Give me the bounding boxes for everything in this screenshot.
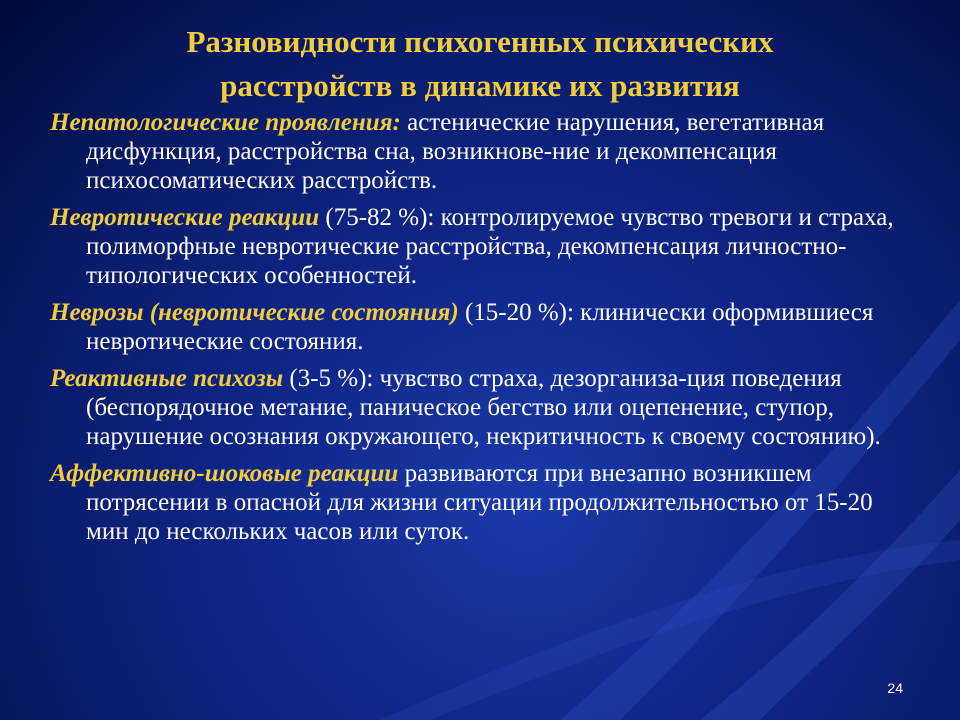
item-text: (3-5 %): чувство страха, дезорганиза-ция поведения (беспорядочное метание, паническое бегство или оцепенение, ступор, нарушение осознания окружающего, некритичность к своему состоянию). [86,365,881,450]
item-term: Невротические реакции [50,204,320,231]
item-text: астенические нарушения, вегетативная дисфункция, расстройства сна, возникнове-ние и декомпенсация психосоматических расстройств. [86,109,825,194]
slide-title [40,20,920,108]
title-line-2: расстройств в динамике их развития [220,68,740,103]
list-item [50,459,910,546]
item-term: Неврозы (невротические состояния) [50,299,459,326]
item-term: Реактивные психозы [50,365,284,392]
item-term: Непатологические проявления: [50,109,401,136]
page-number: 24 [887,680,903,696]
title-line-1: Разновидности психогенных психических [186,24,774,59]
item-text: развиваются при внезапно возникшем потрясении в опасной для жизни ситуации продолжительностью от 15-20 мин до нескольких часов или суток. [86,460,873,545]
list-item [50,364,910,451]
list-item [50,108,910,195]
list-item [50,298,910,356]
item-text: (15-20 %): клинически оформившиеся невротические состояния. [86,299,874,355]
content-list [50,108,910,554]
item-term: Аффективно-шоковые реакции [50,460,399,487]
item-text: (75-82 %): контролируемое чувство тревоги и страха, полиморфные невротические расстройства, декомпенсация личностно-типологических особенностей. [86,204,894,289]
list-item [50,203,910,290]
